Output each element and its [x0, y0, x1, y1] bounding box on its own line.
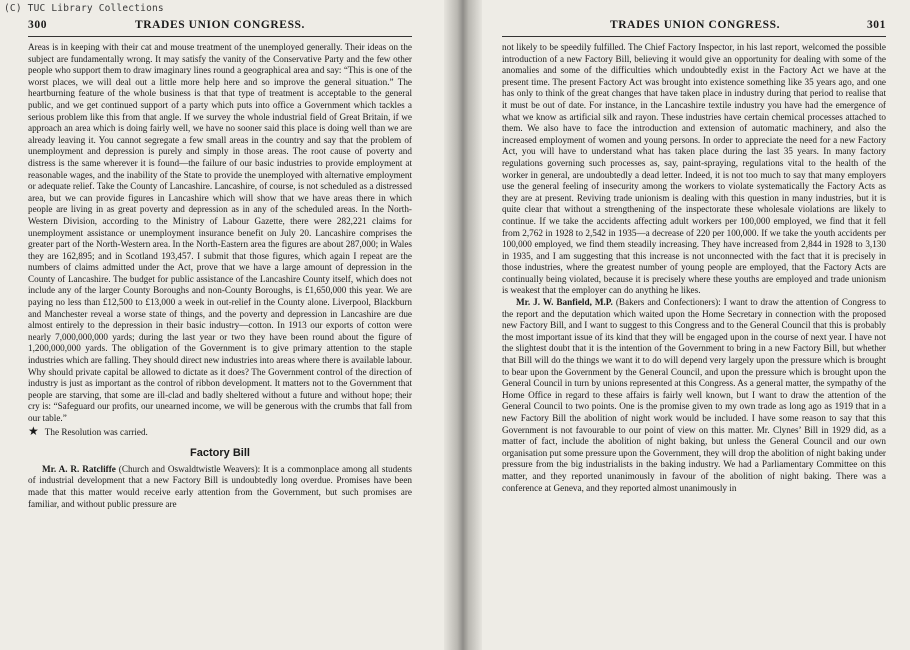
left-paragraph: Areas is in keeping with their cat and mouse treatment of the unemployed generally. Their ideas on the subject are fundamentally wrong. It may satisfy the vanity of the Conservative Party and the few other people who support them to draw imaginary lines round a geographical area and say: “This is one of the worst places, we will deal out a little more help here and so improve the general situation.” The heartburning feature of the whole business is that that type of treatment is acceptable to the general public, and we get continued support of a party which puts into office a Government which tackles a serious problem like this from that angle. If we survey the whole industrial field of Great Britain, if we approach an area which is doing fairly well, we have no sooner said this place is doing well than we are already leaving it. You cannot segregate a few small areas in the country and say that the problem of unemployment and depression is purely and simply in those areas. The root cause of poverty and distress is the same wherever it is found—the failure of our basic industries to provide employment at reasonable wages, and the inability of the State to provide the unemployed with alternative employment or adequate relief. Take the County of Lancashire. Lancashire, of course, is not scheduled as a distressed area, but we can provide figures in Lancashire which will show that we have areas there in which people are living in as great poverty and depression as in any of the scheduled areas. In the North-Western Division, according to the Ministry of Labour Gazette, there were 282,221 claims for unemployment assistance or unemployment insurance benefit on July 20. Lancashire comprises the greater part of the North-Western area. In the North-Eastern area the figures are about 287,000; in Wales they are 162,895; and in Scotland 193,457. I submit that those figures, which again I repeat are the numbers of claims admitted under the Act, prove that we have a large amount of depression in the County of Lancashire. The budget for public assistance of the Lancashire County itself, which does not include any of the larger County Boroughs and non-County Boroughs, is £1,650,000 this year. We are paying no less than £12,500 to £13,000 a week in out-relief in the County alone. Liverpool, Blackburn and Manchester reveal a worse state of things, and the poverty and depression in Lancashire are due almost entirely to the depression in their basic industry—cotton. In 1913 our exports of cotton were nearly 7,000,000,000 yards; during the last year or two they have been round about the figure of 1,200,000,000 yards. The obligation of the Government is to give primary attention to the staple industries which are falling. They should direct new industries into areas where there is available labour. Why should private capital be allowed to dictate as it does? The Government control of the direction of industry is just as important as the control of ribbon development. It matters not to the Government that people are starving, that some are ill-clad and badly sheltered without a future and without hope; their cry is: “Safeguard our profits, our unearned income, we will be generous with the crumbs that fall from our table.”	[28, 42, 412, 423]
section-heading-factory-bill: Factory Bill	[190, 447, 250, 460]
left-page-body	[28, 42, 412, 510]
star-icon: ★	[28, 423, 39, 438]
left-page	[28, 0, 412, 650]
book-gutter	[444, 0, 482, 650]
copyright-watermark: (C) TUC Library Collections	[4, 3, 164, 14]
speaker-name: Mr. J. W. Banfield, M.P.	[516, 297, 613, 308]
right-running-head	[502, 19, 886, 33]
left-page-number: 300	[28, 19, 48, 31]
right-paragraph: not likely to be speedily fulfilled. The Chief Factory Inspector, in his last report, welcomed the possible introduction of a new Factory Bill, believing it would give an opportunity for dealing with some of the anomalies and some of the difficulties which undoubtedly exist in the Factory Act we have at the present time. The present Factory Act was brought into existence something like 35 years ago, and one has only to think of the great changes that have taken place in industry during that period to realise that it must be out of date. For instance, in the Lancashire textile industry you have had the emergence of what we know as artificial silk and rayon. These industries have certain chemical processes attached to them. We also have to face the introduction and extension of automatic machinery, and also the increased employment of women and young persons. In order to appreciate the need for a new Factory Act, you will have to understand what has taken place during the last 35 years. In many factory regulations governing such processes as, say, paint-spraying, regulations vital to the health of the worker in general, are undoubtedly a dead letter. Indeed, it is not too much to say that many employers use the general feeling of insecurity among the workers to violate systematically the Factory Acts as they are at present. Reviving trade unionism is dealing with this question in many industries, but it is quite clear that without a strengthening of the inspectorate these wholesale violations are likely to continue. If we take the accidents affecting adult workers per 100,000 employed, we find that it fell from 2,762 in 1928 to 2,542 in 1935—a decrease of 220 per 100,000. If we take the youth accidents per 100,000 employed, we find them steadily increasing. They have increased from 2,844 in 1928 to 3,130 in 1935, and I am suggesting that this increase is not unconnected with the fact that it is precisely in those industries, where the greatest number of young people are employed, that the Factory Acts are continually being violated, because it is precisely where these youths are employed and trade unionism is weakest that the employer can do anything he likes.	[502, 42, 886, 296]
left-header-title: TRADES UNION CONGRESS.	[134, 19, 306, 31]
speaker-union: (Bakers and Confectioners):	[615, 297, 721, 308]
right-page-body	[502, 42, 886, 494]
right-header-rule	[502, 36, 886, 37]
right-header-title: TRADES UNION CONGRESS.	[610, 19, 781, 31]
speaker-name: Mr. A. R. Ratcliffe	[42, 463, 116, 474]
resolution-line	[28, 423, 412, 439]
left-running-head	[28, 19, 412, 33]
right-page-number: 301	[866, 19, 886, 31]
ratcliffe-speech	[28, 464, 412, 510]
resolution-text: The Resolution was carried.	[44, 426, 148, 437]
left-header-rule	[28, 36, 412, 37]
speech-text: It is a commonplace among all students of industrial development that a new Factory Bill is undoubtedly long overdue. Promises have been made that this matter would receive early attention from the Government, but such promises are familiar, and without public pressure are	[28, 463, 412, 509]
banfield-speech	[502, 297, 886, 494]
right-page	[502, 0, 886, 650]
speech-text: I want to draw the attention of Congress to the report and the deputation which waited upon the Home Secretary in connection with the proposed new Factory Bill, and I want to suggest to this Congress and to the General Council that this is probably the most important issue of its kind that they will be engaged upon in the course of next year. I have not the slightest doubt that it is the intention of the Government to bring in a new Factory Bill, but whether that Bill will do the things we want it to do will depend very largely upon the pressure which is brought to bear upon the Government by the General Council, and upon the pressure which is brought upon the General Council in turn by unions represented at this Congress. As a general matter, the sympathy of the Home Office in regard to these affairs is fairly well known, but I want to draw the attention of the General Council to two points. One is the promise given to my own trade as long ago as 1919 that in a new Factory Bill the abolition of night work would be included. I have some reason to say that this Government is not favourable to our point of view on this matter. Mr. Clynes’ Bill in 1929 did, as a matter of fact, include the abolition of night baking, but unless the General Council and our own organisation put some pressure upon the Government, they will drop the abolition of night baking under pressure from the big industrialists in the baking industry. We had a Parliamentary Committee on this matter, and they reported unanimously in favour of the abolition of night baking. There was a conference at Geneva, and they reported almost unanimously in	[502, 297, 886, 493]
speaker-union: (Church and Oswaldtwistle Weavers):	[118, 463, 261, 474]
